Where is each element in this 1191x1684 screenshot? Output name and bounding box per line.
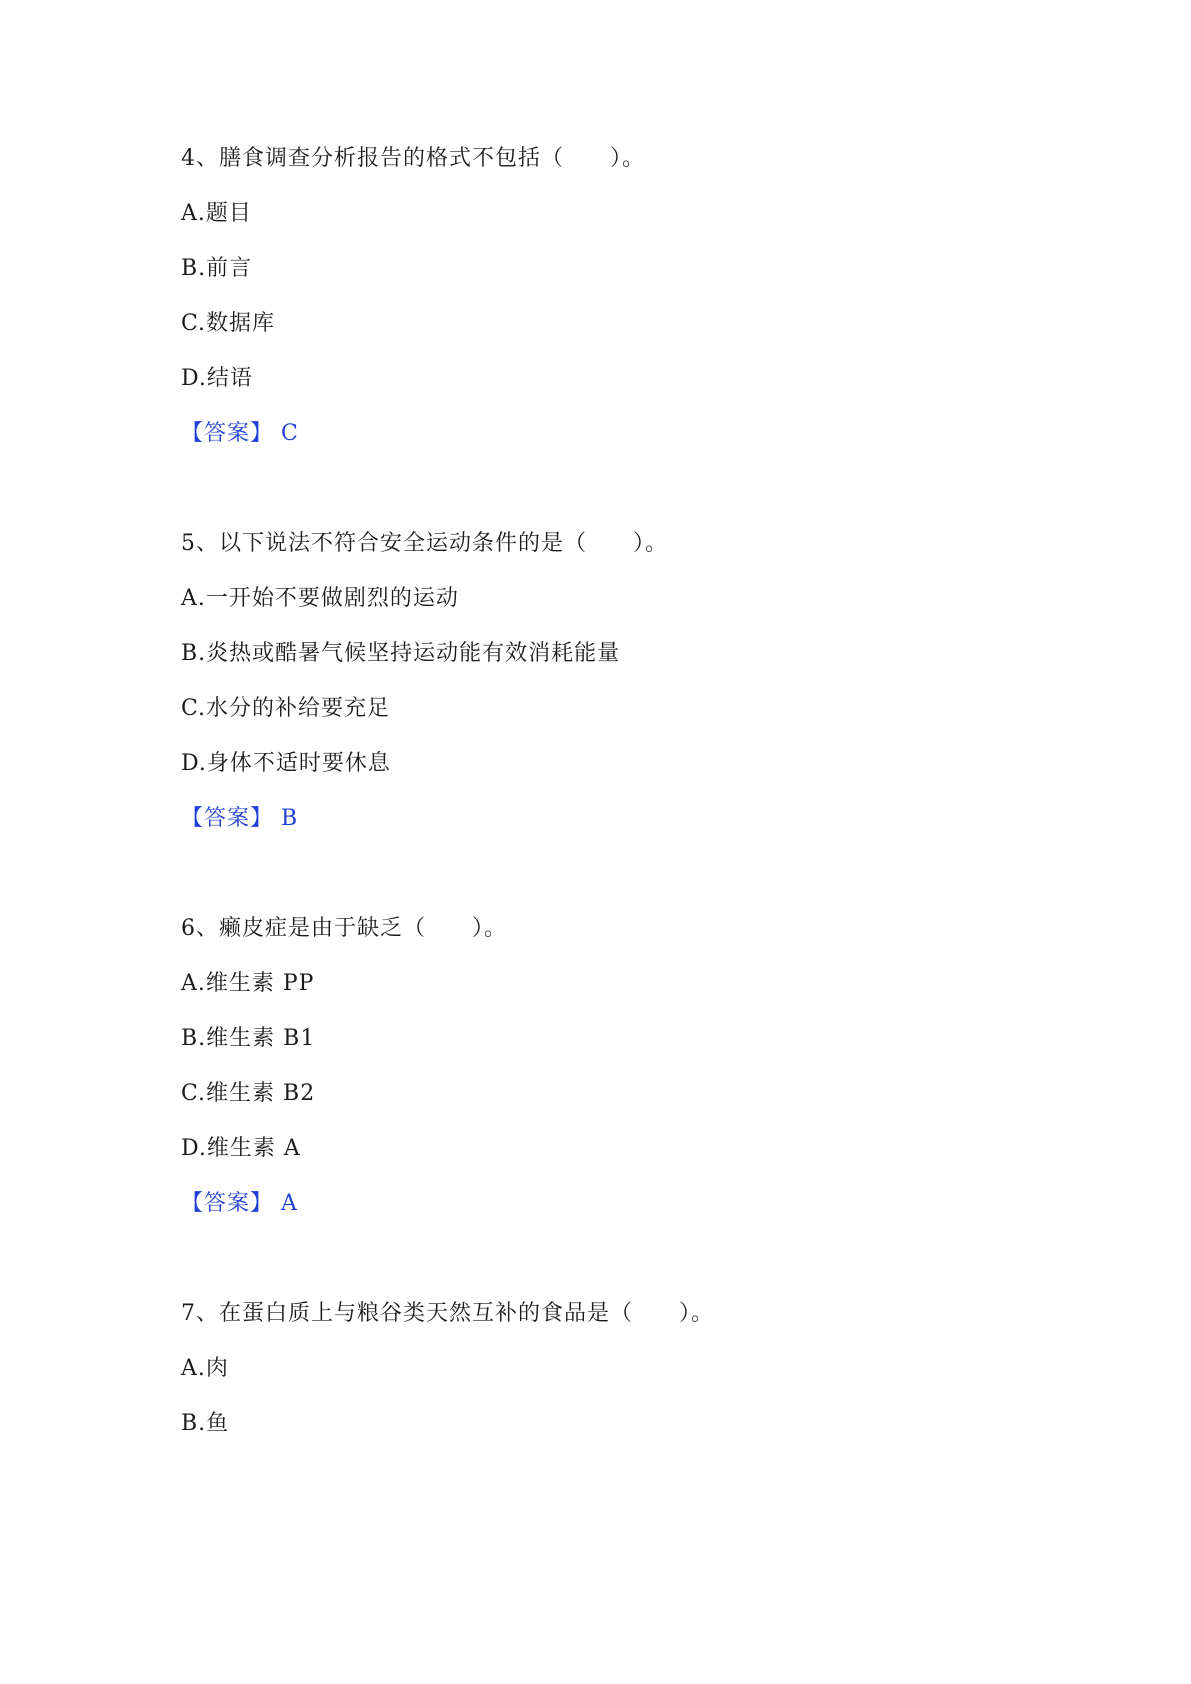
question-7-stem: 7、在蛋白质上与粮谷类天然互补的食品是（ ）。 [181, 1301, 714, 1326]
question-6-stem: 6、癞皮症是由于缺乏（ ）。 [181, 916, 507, 941]
question-5-option-a: A.一开始不要做剧烈的运动 [181, 586, 459, 611]
question-4-option-b: B.前言 [181, 256, 253, 281]
question-5-option-b: B.炎热或酷暑气候坚持运动能有效消耗能量 [181, 641, 621, 666]
question-4-option-a: A.题目 [181, 201, 252, 226]
question-5-stem: 5、以下说法不符合安全运动条件的是（ ）。 [181, 531, 668, 556]
question-6-option-a: A.维生素 PP [181, 971, 315, 996]
question-6-option-c: C.维生素 B2 [181, 1081, 316, 1106]
answer-label: 【答案】 [181, 421, 274, 446]
question-4-answer [181, 419, 299, 449]
question-6-option-d: D.维生素 A [181, 1136, 301, 1161]
question-7-option-b: B.鱼 [181, 1411, 230, 1436]
answer-label: 【答案】 [181, 1191, 274, 1216]
question-4-option-d: D.结语 [181, 366, 253, 391]
answer-value: A [281, 1191, 298, 1216]
question-7-option-a: A.肉 [181, 1356, 229, 1381]
question-5-answer [181, 804, 298, 834]
question-4-stem: 4、膳食调查分析报告的格式不包括（ ）。 [181, 146, 645, 171]
answer-label: 【答案】 [181, 806, 274, 831]
question-5-option-d: D.身体不适时要休息 [181, 751, 391, 776]
question-6-answer [181, 1189, 298, 1219]
question-5-option-c: C.水分的补给要充足 [181, 696, 391, 721]
answer-value: B [281, 806, 299, 831]
question-6-option-b: B.维生素 B1 [181, 1026, 316, 1051]
question-4-option-c: C.数据库 [181, 311, 276, 336]
answer-value: C [281, 421, 299, 446]
